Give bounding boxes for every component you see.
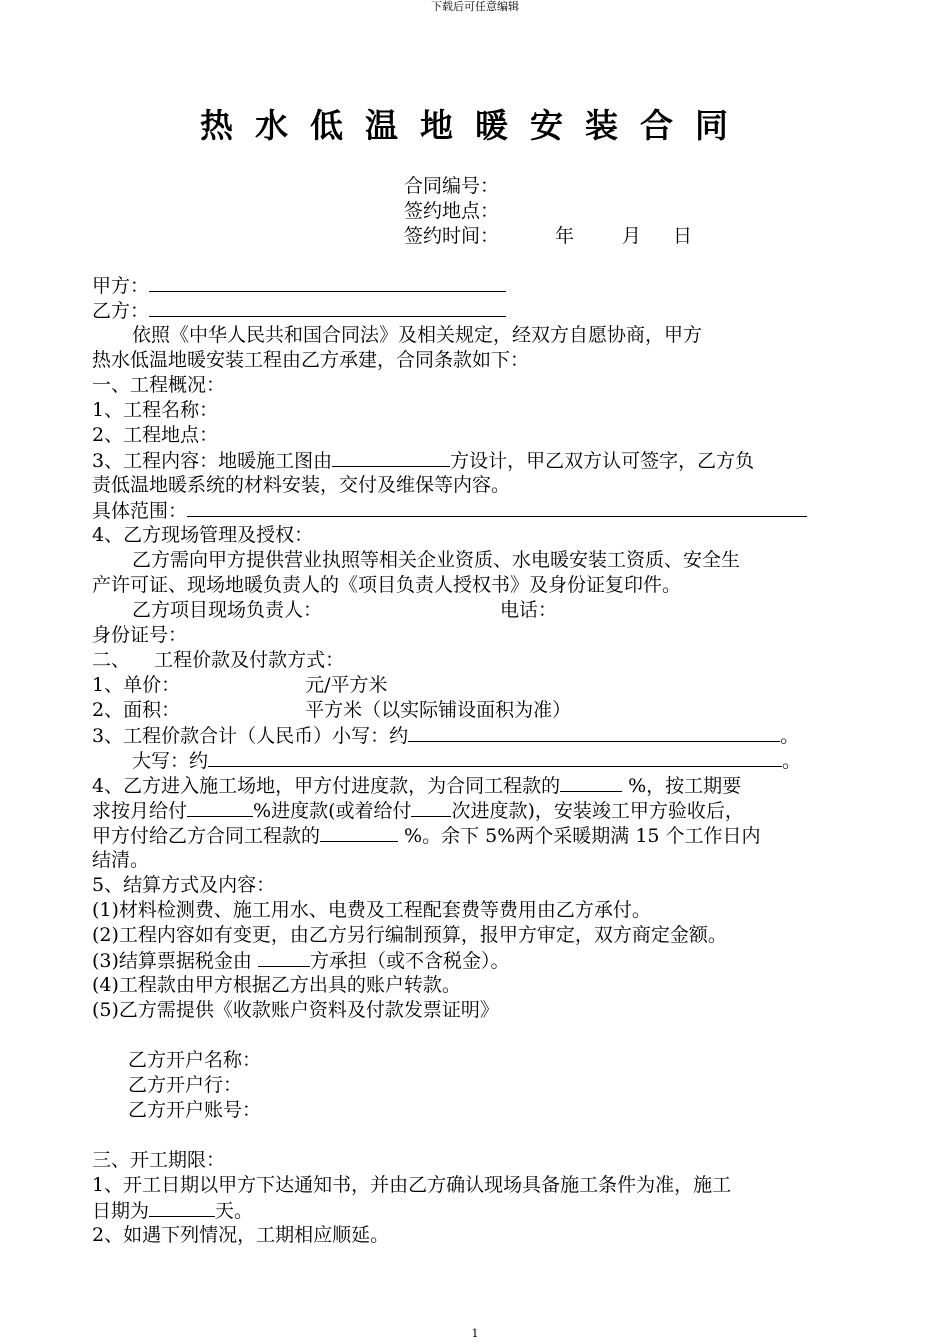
designer-blank[interactable] (332, 448, 450, 467)
settlement-item-2: (2)工程内容如有变更，由乙方另行编制预算，报甲方审定，双方商定金额。 (92, 924, 727, 946)
sign-time-line (404, 224, 692, 249)
payment-text-6: 甲方付给乙方合同工程款的 (92, 825, 321, 847)
page-number: 1 (471, 1327, 479, 1340)
settlement-item-5: (5)乙方需提供《收款账户资料及付款发票证明》 (92, 999, 499, 1021)
sign-place-line (404, 199, 692, 224)
party-b-blank[interactable] (149, 298, 506, 317)
project-name-line: 1、工程名称： (92, 399, 219, 421)
month-label: 月 (622, 225, 642, 247)
party-b-label: 乙方： (92, 300, 150, 322)
settlement-heading: 5、结算方式及内容： (92, 874, 276, 896)
day-label: 日 (673, 225, 693, 247)
project-content-line-2: 责低温地暖系统的材料安装，交付及维保等内容。 (92, 474, 511, 496)
project-location-line: 2、工程地点： (92, 424, 219, 446)
duration-unit: 天。 (215, 1200, 254, 1222)
site-management-heading: 4、乙方现场管理及授权： (92, 524, 314, 546)
unit-price-unit: 元/平方米 (305, 674, 388, 696)
payment-line-3 (92, 823, 862, 848)
extension-line: 2、如遇下列情况，工期相应顺延。 (92, 1224, 390, 1246)
settlement-item-3-text: (3)结算票据税金由 (92, 950, 258, 972)
payment-line-4: 结清。 (92, 849, 150, 871)
payment-text-2: %，按工期要 (622, 775, 742, 797)
party-a-line (92, 273, 862, 298)
project-content-text-2: 方设计，甲乙双方认可签字，乙方负 (450, 450, 755, 472)
duration-days-blank[interactable] (149, 1198, 215, 1217)
section-2-heading: 二、 工程价款及付款方式： (92, 649, 345, 671)
unit-price-line (92, 673, 862, 698)
payment-text-3: 求按月给付 (92, 800, 188, 822)
phone-label: 电话： (500, 599, 558, 621)
start-date-line-2 (92, 1198, 862, 1223)
document-title: 热水低温地暖安装合同 (200, 106, 750, 145)
area-line (92, 698, 862, 723)
tax-party-blank[interactable] (258, 948, 310, 967)
total-caps-line (92, 748, 862, 773)
intro-line-1: 依照《中华人民共和国合同法》及相关规定，经双方自愿协商，甲方 (132, 324, 703, 346)
total-price-blank[interactable] (408, 723, 780, 742)
section-3-heading: 三、开工期限： (92, 1149, 226, 1171)
settlement-item-3 (92, 948, 862, 973)
scope-blank[interactable] (187, 498, 807, 517)
monthly-percent-blank[interactable] (187, 798, 253, 817)
payment-line-1 (92, 773, 862, 798)
installment-count-blank[interactable] (411, 798, 451, 817)
id-number-line: 身份证号： (92, 624, 188, 646)
project-content-line (92, 448, 862, 473)
account-name-line: 乙方开户名称： (128, 1049, 262, 1071)
project-content-text: 3、工程内容：地暖施工图由 (92, 450, 333, 472)
duration-label: 日期为 (92, 1200, 150, 1222)
area-label: 2、面积： (92, 699, 181, 721)
contract-no-label: 合同编号： (404, 175, 500, 197)
scope-label: 具体范围： (92, 500, 188, 522)
payment-text-7: %。余下 5%两个采暖期满 15 个工作日内 (398, 825, 761, 847)
total-caps-label: 大写：约 (132, 750, 209, 772)
payment-text-4: %进度款(或着给付 (253, 800, 412, 822)
party-a-label: 甲方： (92, 275, 150, 297)
total-price-line (92, 723, 862, 748)
settlement-item-4: (4)工程款由甲方根据乙方出具的账户转款。 (92, 974, 461, 996)
site-management-line-2: 产许可证、现场地暖负责人的《项目负责人授权书》及身份证复印件。 (92, 574, 682, 596)
site-manager-line (92, 598, 862, 623)
start-date-line-1: 1、开工日期以甲方下达通知书，并由乙方确认现场具备施工条件为准，施工 (92, 1174, 732, 1196)
total-caps-blank[interactable] (208, 748, 782, 767)
contract-body (92, 273, 862, 1248)
account-number-line: 乙方开户账号： (128, 1099, 262, 1121)
total-price-label: 3、工程价款合计（人民币）小写：约 (92, 725, 409, 747)
payment-text-5: 次进度款)，安装竣工甲方验收后， (451, 800, 744, 822)
header-note: 下载后可任意编辑 (431, 0, 519, 13)
sign-time-label: 签约时间： (404, 225, 500, 247)
settlement-item-1: (1)材料检测费、施工用水、电费及工程配套费等费用由乙方承付。 (92, 899, 651, 921)
contract-meta (404, 174, 692, 249)
payment-line-2 (92, 798, 862, 823)
scope-line (92, 498, 862, 523)
settlement-item-3-text-2: 方承担（或不含税金）。 (309, 950, 510, 972)
final-percent-blank[interactable] (320, 823, 398, 842)
party-a-blank[interactable] (149, 273, 506, 292)
section-1-heading: 一、工程概况： (92, 374, 226, 396)
total-price-end: 。 (780, 725, 800, 747)
site-management-line-1: 乙方需向甲方提供营业执照等相关企业资质、水电暖安装工资质、安全生 (132, 549, 741, 571)
site-manager-label: 乙方项目现场负责人： (132, 599, 323, 621)
total-caps-end: 。 (782, 750, 802, 772)
area-unit: 平方米（以实际铺设面积为准） (305, 699, 572, 721)
party-b-line (92, 298, 862, 323)
account-bank-line: 乙方开户行： (128, 1074, 243, 1096)
unit-price-label: 1、单价： (92, 674, 181, 696)
sign-place-label: 签约地点： (404, 200, 500, 222)
progress-percent-blank[interactable] (560, 773, 622, 792)
contract-no-line (404, 174, 692, 199)
payment-text-1: 4、乙方进入施工场地，甲方付进度款，为合同工程款的 (92, 775, 561, 797)
intro-line-2: 热水低温地暖安装工程由乙方承建，合同条款如下： (92, 349, 530, 371)
year-label: 年 (555, 225, 575, 247)
